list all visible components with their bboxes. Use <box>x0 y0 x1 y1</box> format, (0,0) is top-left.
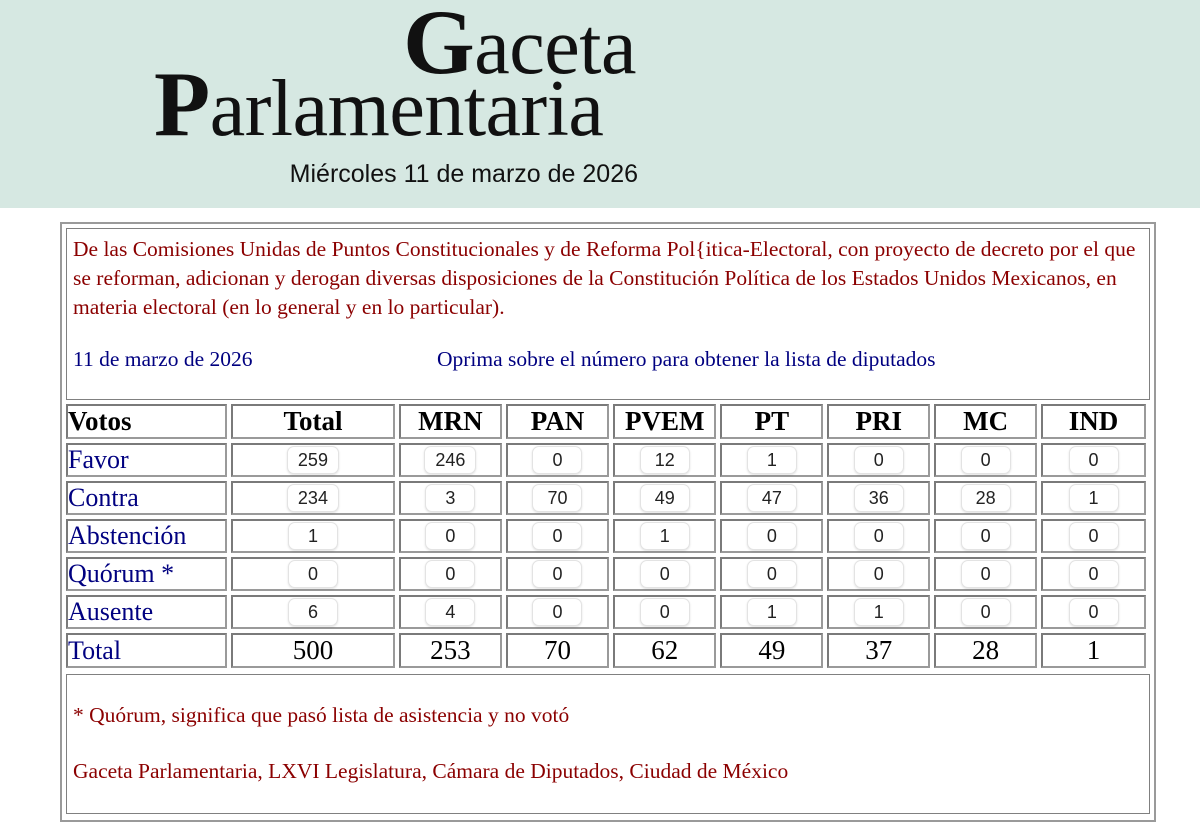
quorum-pri-button[interactable]: 0 <box>854 560 904 588</box>
logo-line-2: Parlamentaria <box>154 53 604 155</box>
total-pri: 37 <box>827 633 930 668</box>
contra-total-button[interactable]: 234 <box>287 484 339 512</box>
table-row-contra <box>66 481 1146 515</box>
vote-summary-panel <box>60 222 1156 822</box>
abstencion-pt-button[interactable]: 0 <box>747 522 797 550</box>
total-ind: 1 <box>1041 633 1146 668</box>
quorum-total-button[interactable]: 0 <box>288 560 338 588</box>
contra-mrn-button[interactable]: 3 <box>425 484 475 512</box>
header-row <box>66 404 1146 439</box>
total-mc: 28 <box>934 633 1037 668</box>
favor-pri-button[interactable]: 0 <box>854 446 904 474</box>
abstencion-pri-button[interactable]: 0 <box>854 522 904 550</box>
abstencion-mc-button[interactable]: 0 <box>961 522 1011 550</box>
col-header-mc: MC <box>934 404 1037 439</box>
intro-box <box>66 228 1150 400</box>
favor-mc-button[interactable]: 0 <box>961 446 1011 474</box>
favor-pan-button[interactable]: 0 <box>532 446 582 474</box>
votes-table <box>62 400 1150 672</box>
abstencion-ind-button[interactable]: 0 <box>1069 522 1119 550</box>
favor-ind-button[interactable]: 0 <box>1069 446 1119 474</box>
total-mrn: 253 <box>399 633 502 668</box>
ausente-ind-button[interactable]: 0 <box>1069 598 1119 626</box>
logo-line-1: Gaceta <box>403 0 636 93</box>
col-header-votos: Votos <box>66 404 227 439</box>
contra-pri-button[interactable]: 36 <box>854 484 904 512</box>
favor-mrn-button[interactable]: 246 <box>424 446 476 474</box>
quorum-pt-button[interactable]: 0 <box>747 560 797 588</box>
initiative-title: De las Comisiones Unidas de Puntos Constitucionales y de Reforma Pol{itica-Electoral, con proyecto de decreto por el que se reforman, adicionan y derogan diversas disposiciones de la Constitución Política de los Estados Unidos Mexicanos, en materia electoral (en lo general y en lo particular). <box>73 237 1136 319</box>
instructions-hint: Oprima sobre el número para obtener la lista de diputados <box>437 347 936 371</box>
table-row-abstencion <box>66 519 1146 553</box>
total-total: 500 <box>231 633 395 668</box>
col-header-pan: PAN <box>506 404 609 439</box>
ausente-pri-button[interactable]: 1 <box>854 598 904 626</box>
favor-pvem-button[interactable]: 12 <box>640 446 690 474</box>
table-row-total <box>66 633 1146 668</box>
vote-date: 11 de marzo de 2026 <box>73 347 253 371</box>
total-pvem: 62 <box>613 633 717 668</box>
total-pt: 49 <box>720 633 823 668</box>
contra-mc-button[interactable]: 28 <box>961 484 1011 512</box>
quorum-mrn-button[interactable]: 0 <box>425 560 475 588</box>
ausente-pt-button[interactable]: 1 <box>747 598 797 626</box>
gaceta-logo <box>152 0 640 208</box>
row-label-abstencion: Abstención <box>66 519 227 553</box>
total-pan: 70 <box>506 633 609 668</box>
ausente-mc-button[interactable]: 0 <box>961 598 1011 626</box>
row-label-contra: Contra <box>66 481 227 515</box>
abstencion-total-button[interactable]: 1 <box>288 522 338 550</box>
table-row-favor <box>66 443 1146 477</box>
col-header-pt: PT <box>720 404 823 439</box>
row-label-quorum: Quórum * <box>66 557 227 591</box>
quorum-mc-button[interactable]: 0 <box>961 560 1011 588</box>
quorum-footnote: * Quórum, significa que pasó lista de asistencia y no votó <box>73 703 570 727</box>
col-header-pri: PRI <box>827 404 930 439</box>
abstencion-pan-button[interactable]: 0 <box>532 522 582 550</box>
col-header-total: Total <box>231 404 395 439</box>
contra-pt-button[interactable]: 47 <box>747 484 797 512</box>
footer-box <box>66 674 1150 814</box>
ausente-pan-button[interactable]: 0 <box>532 598 582 626</box>
contra-ind-button[interactable]: 1 <box>1069 484 1119 512</box>
ausente-total-button[interactable]: 6 <box>288 598 338 626</box>
quorum-pan-button[interactable]: 0 <box>532 560 582 588</box>
favor-pt-button[interactable]: 1 <box>747 446 797 474</box>
quorum-pvem-button[interactable]: 0 <box>640 560 690 588</box>
col-header-pvem: PVEM <box>613 404 717 439</box>
row-label-total: Total <box>66 633 227 668</box>
ausente-mrn-button[interactable]: 4 <box>425 598 475 626</box>
header-banner <box>0 0 1200 208</box>
table-row-ausente <box>66 595 1146 629</box>
contra-pvem-button[interactable]: 49 <box>640 484 690 512</box>
table-row-quorum <box>66 557 1146 591</box>
contra-pan-button[interactable]: 70 <box>532 484 582 512</box>
favor-total-button[interactable]: 259 <box>287 446 339 474</box>
row-label-favor: Favor <box>66 443 227 477</box>
quorum-ind-button[interactable]: 0 <box>1069 560 1119 588</box>
abstencion-mrn-button[interactable]: 0 <box>425 522 475 550</box>
abstencion-pvem-button[interactable]: 1 <box>640 522 690 550</box>
row-label-ausente: Ausente <box>66 595 227 629</box>
col-header-mrn: MRN <box>399 404 502 439</box>
footer-credit: Gaceta Parlamentaria, LXVI Legislatura, Cámara de Diputados, Ciudad de México <box>73 759 789 783</box>
col-header-ind: IND <box>1041 404 1146 439</box>
header-date: Miércoles 11 de marzo de 2026 <box>289 160 638 188</box>
ausente-pvem-button[interactable]: 0 <box>640 598 690 626</box>
